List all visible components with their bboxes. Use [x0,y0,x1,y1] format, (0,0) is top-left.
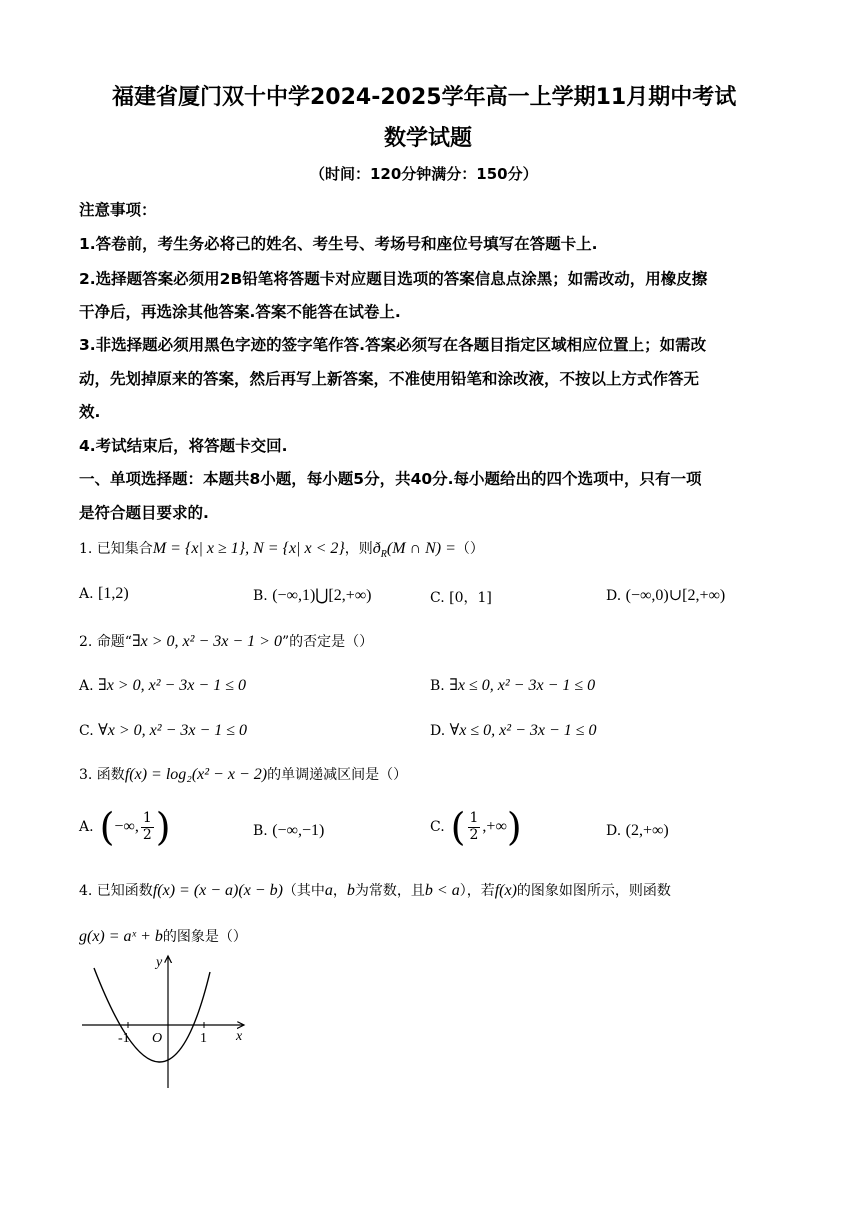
q2-option-c-text: ∀x > 0, x² − 3x − 1 ≤ 0 [98,722,248,739]
section-1-heading-line-2: 是符合题目要求的. [79,504,209,522]
note-item-4: 4.考试结束后，将答题卡交回. [79,437,288,455]
q2-option-a[interactable] [79,675,246,695]
q3-option-a-fraction [141,811,154,843]
question-4-stem-line-2 [79,926,247,946]
q4-mid: （其中 [282,883,325,899]
q4-sep: ， [332,883,347,899]
q2-suffix: ”的否定是（） [281,634,374,650]
q4-suffix-2: 的图象是（） [162,929,247,945]
q3-prefix: 3. 函数 [79,767,125,783]
q3-option-c[interactable] [430,805,522,849]
question-2-stem [79,631,373,651]
note-item-3-line-1: 3.非选择题必须用黑色字迹的签字笔作答.答案必须写在各题目指定区域相应位置上；如需改 [79,336,707,354]
q1-prefix: 1. 已知集合 [79,541,153,557]
q1-option-b[interactable] [253,585,372,605]
q1-option-d-label: D. [606,588,622,604]
q3-option-c-lparen: ( [450,805,466,849]
q2-option-a-text: ∃x > 0, x² − 3x − 1 ≤ 0 [98,677,246,694]
q1-option-a[interactable] [79,585,129,603]
q1-complement [372,540,456,561]
section-1-heading-line-1: 一、单项选择题：本题共8小题，每小题5分，共40分.每小题给出的四个选项中，只有一项 [79,470,702,488]
question-4-stem-line-1 [79,880,671,900]
q2-option-a-label: A. [79,678,94,694]
q4-var-b: b [346,882,355,899]
note-item-2-line-1: 2.选择题答案必须用2B铅笔将答题卡对应题目选项的答案信息点涂黑；如需改动，用橡皮擦 [79,270,708,288]
q3-option-c-fraction [468,811,481,843]
q3-function: f(x) = log₂(x² − x − 2) [124,766,268,783]
q3-option-b-label: B. [253,823,268,839]
q1-option-c[interactable] [430,587,492,607]
q3-option-a-numerator: 1 [142,810,152,827]
q2-option-d[interactable] [430,720,597,740]
q3-option-a-left: −∞, [114,818,139,835]
q1-complement-symbol: ð [372,540,381,557]
q3-option-d[interactable] [606,822,669,840]
q3-option-a-label: A. [79,819,94,835]
question-1-stem [79,538,484,560]
q2-option-d-text: ∀x ≤ 0, x² − 3x − 1 ≤ 0 [449,722,597,739]
question-3-stem [79,764,407,784]
q4-function-f: f(x) = (x − a)(x − b) [152,882,283,899]
q3-option-d-text: (2,+∞) [625,822,669,839]
q3-option-c-denominator: 2 [469,826,479,843]
q3-option-a-denominator: 2 [142,826,152,843]
q4-mid-3: ），若 [459,883,495,899]
q4-fx: f(x) [494,882,517,899]
note-item-1: 1.答卷前，考生务必将己的姓名、考生号、考场号和座位号填写在答题卡上. [79,235,598,253]
q1-suffix: （） [455,541,484,557]
q3-option-c-right: ,+∞ [482,818,507,835]
q1-option-d-text: (−∞,0)∪[2,+∞) [625,587,726,604]
q1-option-a-text: [1,2) [98,585,129,602]
q1-option-c-text: [0，1] [449,590,492,606]
q3-option-b[interactable] [253,822,324,840]
time-info: （时间：120分钟满分：150分） [310,165,538,183]
q1-option-b-label: B. [253,588,268,604]
q1-option-c-label: C. [430,590,445,606]
note-item-3-line-3: 效. [79,403,101,421]
q2-proposition: ∃x > 0, x² − 3x − 1 > 0 [131,633,282,650]
q2-option-c[interactable] [79,720,247,740]
q4-parabola-graph [78,950,258,1095]
q3-option-a-lparen: ( [99,805,115,849]
q1-option-a-label: A. [79,586,94,602]
note-item-2-line-2: 干净后，再选涂其他答案.答案不能答在试卷上. [79,303,401,321]
note-item-3-line-2: 动，先划掉原来的答案，然后再写上新答案，不准使用铅笔和涂改液，不按以上方式作答无 [79,370,700,388]
origin-label: O [152,1031,163,1046]
q2-option-b-label: B. [430,678,445,694]
tick-label-neg-one: -1 [118,1031,130,1046]
exam-title: 福建省厦门双十中学2024-2025学年高一上学期11月期中考试 [112,85,737,110]
q3-option-c-numerator: 1 [469,810,479,827]
q4-suffix-1: 的图象如图所示，则函数 [516,883,671,899]
q2-option-d-label: D. [430,723,446,739]
q3-option-d-label: D. [606,823,622,839]
q1-complement-tail: (M ∩ N) = [386,540,456,557]
q3-option-c-label: C. [430,819,445,835]
q1-mid: ，则 [344,541,373,557]
q3-option-b-text: (−∞,−1) [272,822,325,839]
exam-subtitle: 数学试题 [384,126,473,151]
q4-var-a: a [324,882,333,899]
q4-function-g: g(x) = aˣ + b [79,928,163,945]
y-axis-label: y [156,955,163,970]
q4-condition: b < a [424,882,460,899]
notes-heading: 注意事项： [79,201,157,219]
q1-option-d[interactable] [606,585,725,605]
tick-label-one: 1 [200,1031,207,1046]
q2-prefix: 2. 命题“ [79,634,132,650]
q3-suffix: 的单调递减区间是（） [267,767,408,783]
q4-mid-2: 为常数，且 [354,883,425,899]
q1-sets: M = {x| x ≥ 1}, N = {x| x < 2} [152,540,345,557]
q1-option-b-text: (−∞,1)⋃[2,+∞) [272,587,372,604]
q3-option-a[interactable] [79,805,171,849]
q1-complement-sub: R [380,549,387,561]
q2-option-b[interactable] [430,675,595,695]
q2-option-c-label: C. [79,723,94,739]
q3-option-a-rparen: ) [155,805,171,849]
parabola-curve [94,968,210,1062]
q4-prefix: 4. 已知函数 [79,883,153,899]
q2-option-b-text: ∃x ≤ 0, x² − 3x − 1 ≤ 0 [449,677,596,694]
x-axis-label: x [236,1029,243,1044]
q3-option-c-rparen: ) [506,805,522,849]
